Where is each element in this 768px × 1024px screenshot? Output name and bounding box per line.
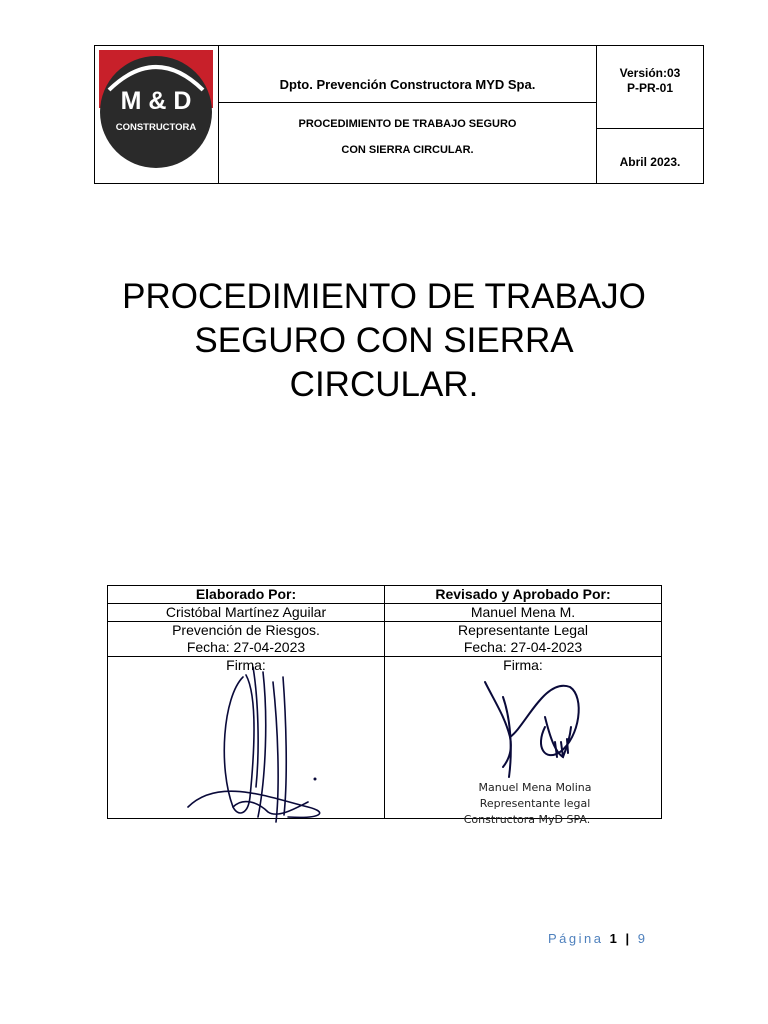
page-total: 9 xyxy=(637,931,648,946)
aprobado-date: Fecha: 27-04-2023 xyxy=(463,639,583,655)
stamp-company: Constructora MyD SPA. xyxy=(463,813,591,826)
page-separator: | xyxy=(625,931,632,946)
aprobado-firma-label: Firma: xyxy=(503,657,543,673)
logo-cell xyxy=(95,46,219,183)
header-doc-title xyxy=(219,103,596,183)
company-logo xyxy=(99,50,213,172)
stamp-name: Manuel Mena Molina xyxy=(478,781,592,794)
header-doc-title-line1: PROCEDIMIENTO DE TRABAJO SEGURO xyxy=(298,118,517,130)
logo-main-text: M & D xyxy=(120,87,192,115)
logo-sub-text: CONSTRUCTORA xyxy=(115,122,197,133)
title-line1: PROCEDIMIENTO DE TRABAJO xyxy=(122,277,646,316)
elaborado-role-date xyxy=(108,622,385,657)
elaborado-firma-label: Firma: xyxy=(226,657,266,673)
title-line2: SEGURO CON SIERRA xyxy=(194,321,574,360)
page-number xyxy=(548,931,647,946)
aprobado-name: Manuel Mena M. xyxy=(385,604,662,622)
elaborado-firma-cell xyxy=(108,657,385,819)
stamp-role: Representante legal xyxy=(479,797,591,810)
page-word: Página xyxy=(548,931,604,946)
signature-role-row xyxy=(108,622,662,657)
signature-name-row xyxy=(108,604,662,622)
header-table xyxy=(94,45,704,184)
version-cell xyxy=(597,46,703,129)
elaborado-name: Cristóbal Martínez Aguilar xyxy=(108,604,385,622)
elaborado-role: Prevención de Riesgos. xyxy=(172,622,320,638)
signature-table xyxy=(107,585,662,826)
title-line3: CIRCULAR. xyxy=(289,365,479,404)
aprobado-role-date xyxy=(385,622,662,657)
aprobado-firma-cell xyxy=(385,657,662,826)
version-text: Versión:03 xyxy=(619,66,681,80)
page-title xyxy=(94,275,674,407)
doc-code: P-PR-01 xyxy=(626,81,673,95)
header-right xyxy=(597,46,703,183)
header-doc-title-line2: CON SIERRA CIRCULAR. xyxy=(341,144,474,156)
elaborado-heading: Elaborado Por: xyxy=(108,586,385,604)
page-current: 1 xyxy=(609,931,620,946)
signature-heading-row xyxy=(108,586,662,604)
aprobado-signature xyxy=(385,657,661,832)
aprobado-heading: Revisado y Aprobado Por: xyxy=(385,586,662,604)
signature-firma-row xyxy=(108,657,662,819)
doc-date: Abril 2023. xyxy=(619,155,681,169)
elaborado-date: Fecha: 27-04-2023 xyxy=(186,639,306,655)
header-middle xyxy=(219,46,597,183)
aprobado-role: Representante Legal xyxy=(458,622,588,638)
department-name: Dpto. Prevención Constructora MYD Spa. xyxy=(219,46,596,103)
elaborado-signature xyxy=(108,657,384,832)
